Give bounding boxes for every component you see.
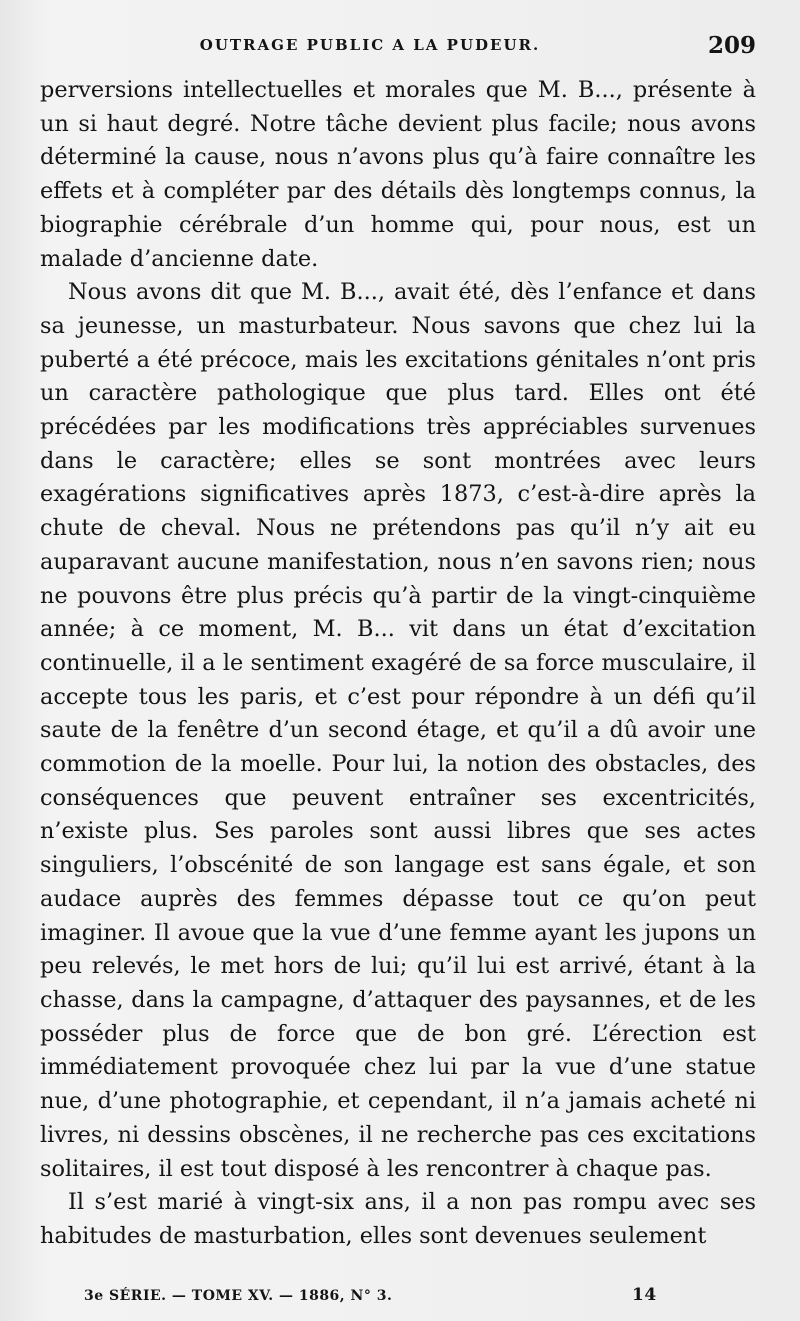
- page-footer: [84, 1285, 684, 1314]
- body-text: [40, 74, 756, 1254]
- page-number: 209: [707, 32, 756, 59]
- paragraph: Il s’est marié à vingt-six ans, il a non pas rompu avec ses habitudes de masturbation, elles sont devenues seulement: [40, 1189, 756, 1249]
- page-header: [40, 34, 760, 66]
- paragraph-continued: perversions intellectuelles et morales que M. B..., présente à un si haut degré. Notre tâche devient plus facile; nous avons déterminé la cause, nous n’avons plus qu’à faire connaître les effets et à compléter par des détails dès longtemps connus, la biographie cérébrale d’un homme qui, pour nous, est un malade d’ancienne date.: [40, 77, 756, 272]
- paragraph: Nous avons dit que M. B..., avait été, dès l’enfance et dans sa jeunesse, un masturbateur. Nous savons que chez lui la puberté a été précoce, mais les excitations génitales n’ont pris un caractère pathologique que plus tard. Elles ont été précédées par les modifications très appréciables survenues dans le caractère; elles se sont montrées avec leurs exagérations significatives après 1873, c’est-à-dire après la chute de cheval. Nous ne prétendons pas qu’il n’y ait eu auparavant aucune manifestation, nous n’en savons rien; nous ne pouvons être plus précis qu’à partir de la vingt-cinquième année; à ce moment, M. B... vit dans un état d’excitation continuelle, il a le sentiment exagéré de sa force musculaire, il accepte tous les paris, et c’est pour répondre à un défi qu’il saute de la fenêtre d’un second étage, et qu’il a dû avoir une commotion de la moelle. Pour lui, la notion des obstacles, des conséquences que peuvent entraîner ses excentricités, n’existe plus. Ses paroles sont aussi libres que ses actes singuliers, l’obscénité de son langage est sans égale, et son audace auprès des femmes dépasse tout ce qu’on peut imaginer. Il avoue que la vue d’une femme ayant les jupons un peu relevés, le met hors de lui; qu’il lui est arrivé, étant à la chasse, dans la campagne, d’attaquer des paysannes, et de les posséder plus de force que de bon gré. L’érection est immédiatement provoquée chez lui par la vue d’une statue nue, d’une photographie, et cependant, il n’a jamais acheté ni livres, ni dessins obscènes, il ne recherche pas ces excitations solitaires, il est tout disposé à les rencontrer à chaque pas.: [40, 279, 756, 1182]
- running-title: OUTRAGE PUBLIC A LA PUDEUR.: [199, 36, 541, 54]
- volume-signature: 3e SÉRIE. — TOME XV. — 1886, N° 3.: [84, 1288, 393, 1304]
- sheet-number: 14: [632, 1285, 657, 1305]
